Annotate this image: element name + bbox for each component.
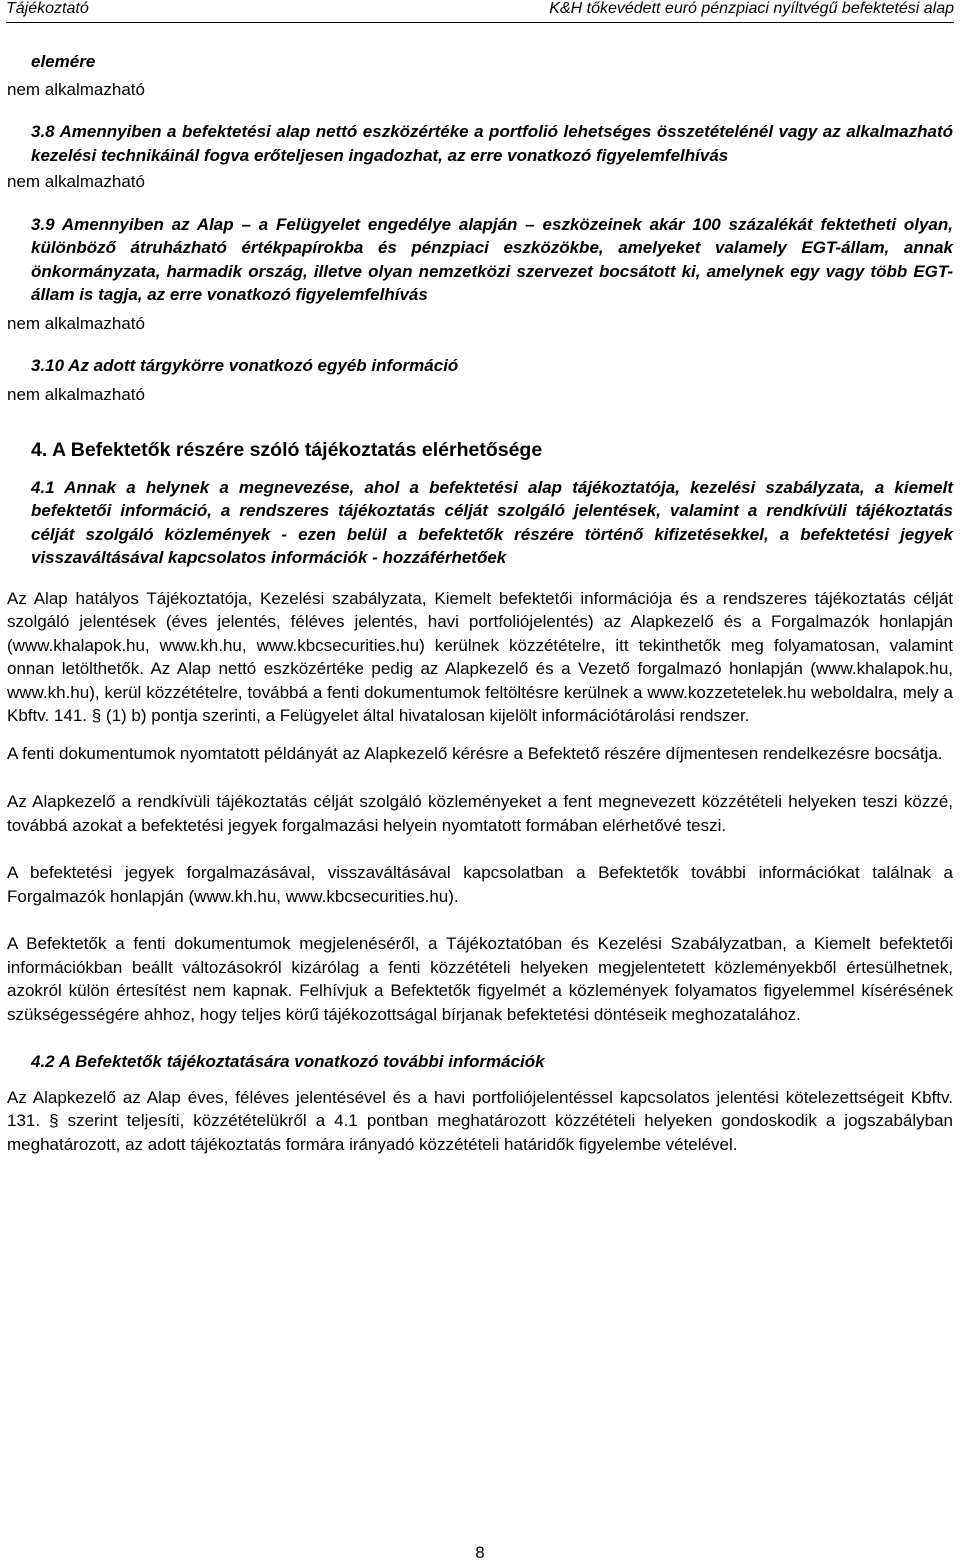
section-3-9-text: nem alkalmazható <box>7 313 145 333</box>
section-title: elemére <box>31 52 96 71</box>
section-4-2-text: Az Alapkezelő az Alap éves, féléves jelentésével és a havi portfoliójelentéssel kapcsolatos jelentési kötelezettségeit Kbftv. 131. § szerint teljesíti, közzétételükről a 4.1 pontban meghatározott közzétételi helyeken gondoskodik a jogszabályban meghatározott, az adott tájékoztatás formára irányadó közzétételi határidők figyelembe vételével. <box>7 1087 953 1154</box>
section-4-2-title: 4.2 A Befektetők tájékoztatására vonatkozó további információk <box>31 1052 545 1071</box>
paragraph: A Befektetők a fenti dokumentumok megjelenéséről, a Tájékoztatóban és Kezelési Szabályzatban, a Kiemelt befektetői információkban beállt változásokról kizárólag a fenti közzétételi helyeken megjelentetett közleményekből értesülhetnek, azokról külön értesítést nem kapnak. Felhívjuk a Befektetők figyelmét a közlemények folyamatos figyelemmel kísérésének szükségességére ahhoz, hogy teljes körű tájékozottságal bírjanak befektetési döntéseik meghozatalához. <box>7 934 953 1024</box>
section-4-1-title: 4.1 Annak a helynek a megnevezése, ahol a befektetési alap tájékoztatója, kezelési szabályzata, a kiemelt befektetői információ, a rendszeres tájékoztatás célját szolgáló jelentések, valamint a rendkívüli tájékoztatás célját szolgáló közlemények - ezen belül a befektetők részére történő kifizetésekkel, a befektetési jegyek visszaváltásával kapcsolatos információk - hozzáférhetőek <box>31 477 953 567</box>
paragraph: Az Alap hatályos Tájékoztatója, Kezelési szabályzata, Kiemelt befektetői információja és a rendszeres tájékoztatás célját szolgáló jelentések (éves jelentés, féléves jelentés, havi portfoliójelentés) az Alapkezelő és a Forgalmazók honlapján (www.khalapok.hu, www.kh.hu, www.kbcsecurities.hu) kerülnek közzétételre, itt tekinthetők meg folyamatosan, valamint onnan letölthetők. Az Alap nettó eszközértéke pedig az Alapkezelő és a Vezető forgalmazó honlapján (www.khalapok.hu, www.kh.hu), kerül közzétételre, továbbá a fenti dokumentumok feltöltésre kerülnek a www.kozzetetelek.hu weboldalra, mely a Kbftv. 141. § (1) b) pontja szerinti, a Felügyelet által hivatalosan kijelölt információtárolási rendszer. <box>7 588 953 725</box>
section-4-heading: 4. A Befektetők részére szóló tájékoztatás elérhetősége <box>31 439 543 461</box>
page-number: 8 <box>475 1543 485 1562</box>
section-3-8-text: nem alkalmazható <box>7 172 145 191</box>
section-3-10-title: 3.10 Az adott tárgykörre vonatkozó egyéb információ <box>31 356 459 375</box>
section-text: nem alkalmazható <box>7 79 145 99</box>
section-3-9-title: 3.9 Amennyiben az Alap – a Felügyelet engedélye alapján – eszközeinek akár 100 százalékát fektetheti olyan, különböző átruházható értékpapírokba és pénzpiaci eszközökbe, amelyeket valamely EGT-állam, annak önkormányzata, harmadik ország, illetve olyan nemzetközi szervezet bocsátott ki, amelynek egy vagy több EGT-állam is tagja, az erre vonatkozó figyelemfelhívás <box>31 214 953 304</box>
section-3-10-text: nem alkalmazható <box>7 384 145 404</box>
paragraph: A befektetési jegyek forgalmazásával, visszaváltásával kapcsolatban a Befektetők további információkat találnak a Forgalmazók honlapján (www.kh.hu, www.kbcsecurities.hu). <box>7 863 953 906</box>
page-header <box>6 0 954 23</box>
paragraph: Az Alapkezelő a rendkívüli tájékoztatás célját szolgáló közleményeket a fent megnevezett közzétételi helyeken teszi közzé, továbbá azokat a befektetési jegyek forgalmazási helyein nyomtatott formában elérhetővé teszi. <box>7 792 953 835</box>
page-content <box>7 48 953 1156</box>
header-right-title: K&H tőkevédett euró pénzpiaci nyíltvégű befektetési alap <box>549 0 954 17</box>
paragraph: A fenti dokumentumok nyomtatott példányát az Alapkezelő kérésre a Befektető részére díjmentesen rendelkezésre bocsátja. <box>7 743 943 763</box>
section-3-8-title: 3.8 Amennyiben a befektetési alap nettó eszközértéke a portfolió lehetséges összetételénél vagy az alkalmazható kezelési technikáinál fogva erőteljesen ingadozhat, az erre vonatkozó figyelemfelhívás <box>31 122 953 165</box>
header-left-title: Tájékoztató <box>6 0 89 17</box>
